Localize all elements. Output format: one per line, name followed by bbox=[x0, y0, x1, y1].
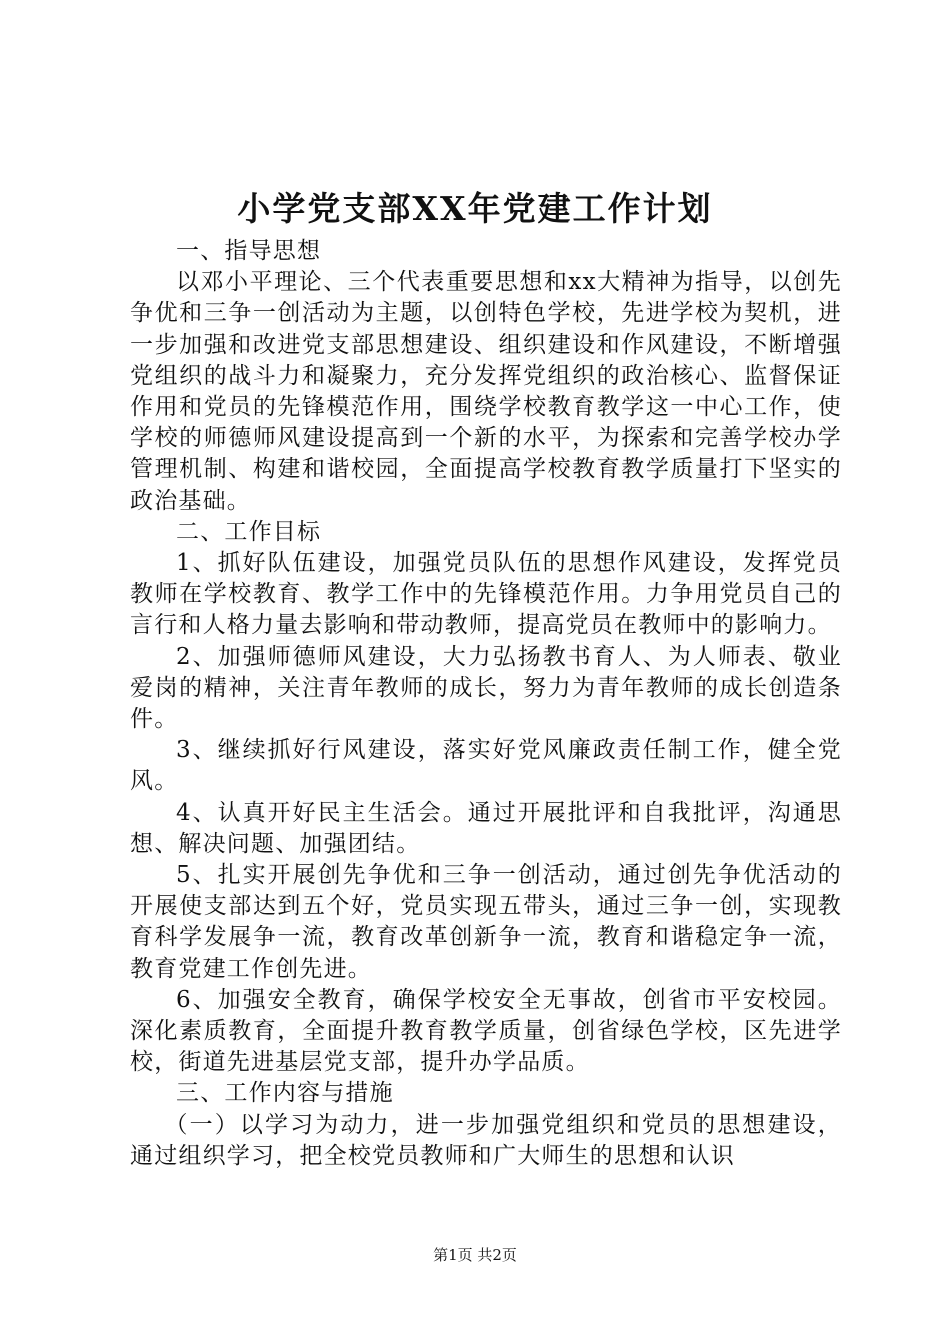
paragraph-goal-3: 3、继续抓好行风建设，落实好党风廉政责任制工作，健全党风。 bbox=[130, 737, 842, 795]
paragraph-goal-1: 1、抓好队伍建设，加强党员队伍的思想作风建设，发挥党员教师在学校教育、教学工作中的先锋模范作用。力争用党员自己的言行和人格力量去影响和带动教师，提高党员在教师中的影响力。 bbox=[130, 550, 842, 639]
paragraph-guiding-thought: 以邓小平理论、三个代表重要思想和xx大精神为指导，以创先争优和三争一创活动为主题，以创特色学校，先进学校为契机，进一步加强和改进党支部思想建设、组织建设和作风建设，不断增强党组织的战斗力和凝聚力，充分发挥党组织的政治核心、监督保证作用和党员的先锋模范作用，围绕学校教育教学这一中心工作，使学校的师德师风建设提高到一个新的水平，为探索和完善学校办学管理机制、构建和谐校园，全面提高学校教育教学质量打下坚实的政治基础。 bbox=[130, 269, 842, 514]
document-body bbox=[130, 236, 842, 1172]
paragraph-measure-1: （一）以学习为动力，进一步加强党组织和党员的思想建设，通过组织学习，把全校党员教师和广大师生的思想和认识 bbox=[130, 1111, 842, 1169]
paragraph-goal-2: 2、加强师德师风建设，大力弘扬教书育人、为人师表、敬业爱岗的精神，关注青年教师的成长，努力为青年教师的成长创造条件。 bbox=[130, 643, 842, 733]
section-heading-work-goals: 二、工作目标 bbox=[176, 518, 322, 545]
document-title: 小学党支部XX年党建工作计划 bbox=[237, 189, 713, 228]
paragraph-goal-5: 5、扎实开展创先争优和三争一创活动，通过创先争优活动的开展使支部达到五个好，党员实现五带头，通过三争一创，实现教育科学发展争一流，教育改革创新争一流，教育和谐稳定争一流，教育党建工作创先进。 bbox=[130, 862, 842, 982]
page-footer: 第1页 共2页 bbox=[433, 1246, 517, 1264]
section-heading-guiding-thought: 一、指导思想 bbox=[176, 238, 322, 264]
section-heading-content-measures: 三、工作内容与措施 bbox=[176, 1080, 394, 1107]
paragraph-goal-4: 4、认真开好民主生活会。通过开展批评和自我批评，沟通思想、解决问题、加强团结。 bbox=[130, 799, 842, 857]
paragraph-goal-6: 6、加强安全教育，确保学校安全无事故，创省市平安校园。深化素质教育，全面提升教育教学质量，创省绿色学校，区先进学校，街道先进基层党支部，提升办学品质。 bbox=[130, 986, 842, 1076]
